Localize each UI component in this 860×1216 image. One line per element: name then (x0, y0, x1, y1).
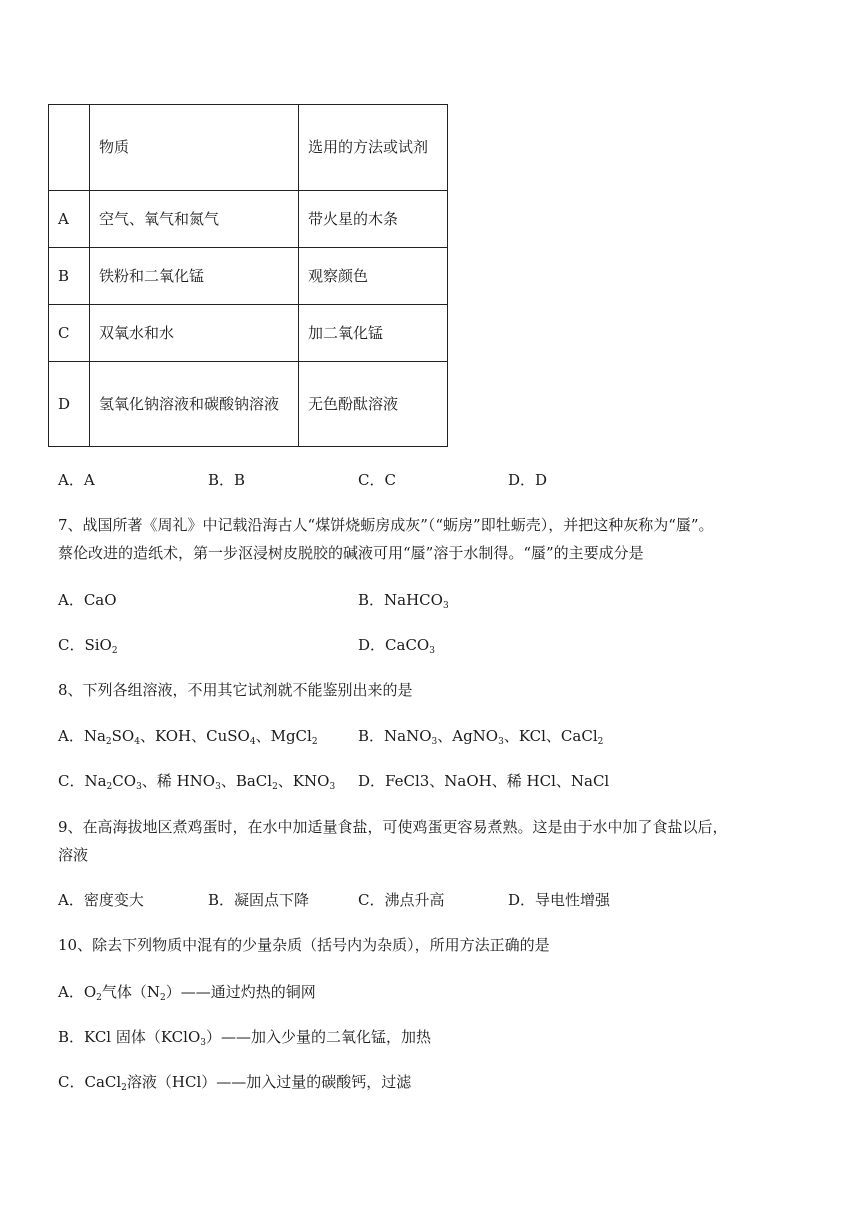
table-cell: D (49, 362, 90, 447)
q9-option-d: D．导电性增强 (508, 891, 611, 909)
table-cell: 无色酚酞溶液 (299, 362, 448, 447)
table-cell: 氢氧化钠溶液和碳酸钠溶液 (90, 362, 299, 447)
q9-stem-line2: 溶液 (58, 846, 89, 864)
table-cell: C (49, 305, 90, 362)
q10-stem: 10、除去下列物质中混有的少量杂质（括号内为杂质），所用方法正确的是 (58, 936, 550, 954)
table-header-cell: 物质 (90, 105, 299, 191)
q8-option-b: B．NaNO$_3$、AgNO$_3$、KCl、CaCl$_2$ (358, 727, 604, 747)
q9-option-a: A．密度变大 (58, 891, 144, 909)
q7-option-a: A．CaO (58, 591, 117, 609)
q8-option-c: C．$Na_2CO_3$、稀 $HNO_3$、BaCl$_2$、$KNO_3$ (58, 772, 336, 792)
q7-option-b: B．NaHCO$_3$ (358, 591, 449, 611)
q9-option-c: C．沸点升高 (358, 891, 445, 909)
table-header-row (49, 105, 448, 191)
q7-option-c: C．SiO$_2$ (58, 636, 118, 656)
q10-option-c: C．CaCl$_2$溶液（HCl）——加入过量的碳酸钙，过滤 (58, 1073, 412, 1093)
table-row (49, 305, 448, 362)
q6-option-a: A．A (58, 471, 95, 489)
table-cell: 空气、氧气和氮气 (90, 191, 299, 248)
table-cell: 观察颜色 (299, 248, 448, 305)
q7-option-d: D．CaCO$_3$ (358, 636, 435, 656)
q6-option-d: D．D (508, 471, 548, 489)
q8-option-d: D．FeCl3、NaOH、稀 HCl、NaCl (358, 772, 610, 790)
q7-stem-line1: 7、战国所著《周礼》中记载沿海古人“煤饼烧蛎房成灰”（“蛎房”即牡蛎壳），并把这种灰称为“蜃”。 (58, 516, 714, 534)
table-cell: 双氧水和水 (90, 305, 299, 362)
table-row (49, 191, 448, 248)
table-cell: 铁粉和二氧化锰 (90, 248, 299, 305)
options-table (48, 104, 448, 447)
q6-option-b: B．B (208, 471, 246, 489)
table-row (49, 248, 448, 305)
q10-option-b: B．KCl 固体（KClO$_3$）——加入少量的二氧化锰，加热 (58, 1028, 431, 1048)
table-cell: A (49, 191, 90, 248)
q9-option-b: B．凝固点下降 (208, 891, 310, 909)
table-header-cell (49, 105, 90, 191)
q10-option-a: A．$O_2$气体$(N_2)——$通过灼热的铜网 (58, 983, 316, 1003)
table-header-cell: 选用的方法或试剂 (299, 105, 448, 191)
q8-stem: 8、下列各组溶液，不用其它试剂就不能鉴别出来的是 (58, 681, 413, 699)
table-cell: 加二氧化锰 (299, 305, 448, 362)
q6-option-c: C．C (358, 471, 396, 489)
table-row (49, 362, 448, 447)
q7-stem-line2: 蔡伦改进的造纸术，第一步沤浸树皮脱胶的碱液可用“蜃”溶于水制得。“蜃”的主要成分是 (58, 544, 644, 562)
q9-stem-line1: 9、在高海拔地区煮鸡蛋时，在水中加适量食盐，可使鸡蛋更容易煮熟。这是由于水中加了食盐以后， (58, 818, 728, 836)
table-cell: 带火星的木条 (299, 191, 448, 248)
table-cell: B (49, 248, 90, 305)
q8-option-a: A．$Na_2SO_4$、KOH、CuSO$_4$、MgCl$_2$ (58, 727, 318, 747)
